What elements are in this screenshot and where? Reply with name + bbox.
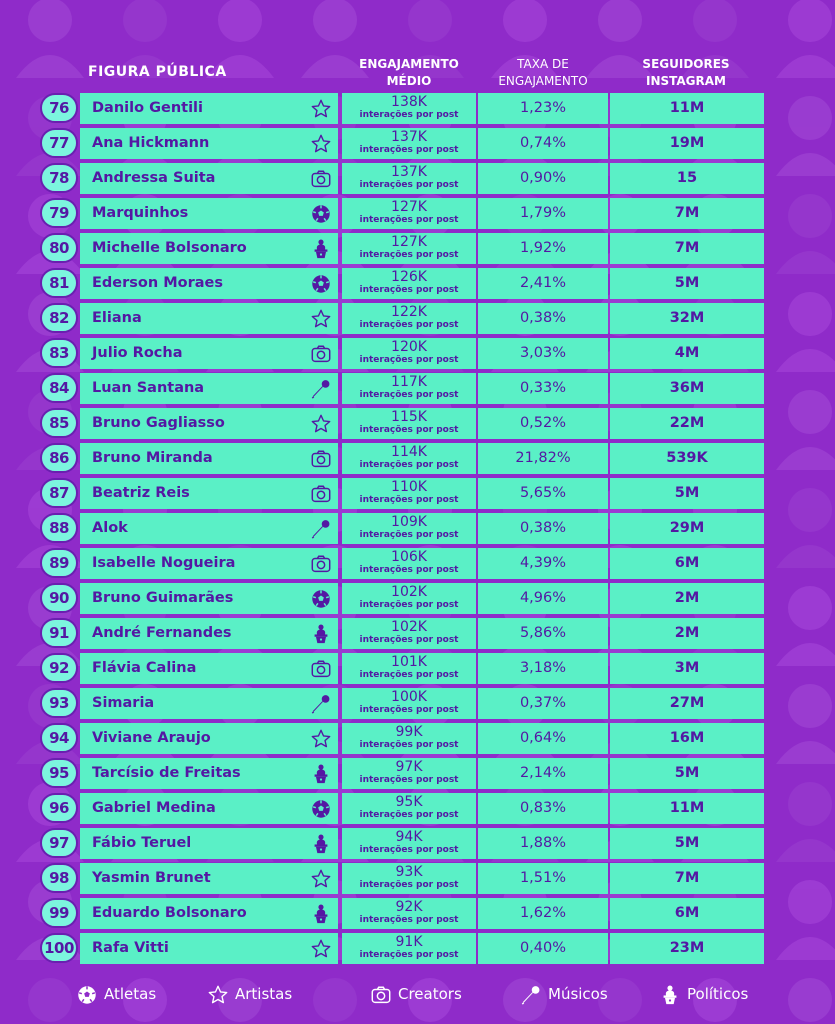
name-cell — [80, 443, 338, 474]
legend-label: Políticos — [687, 985, 749, 1003]
soccer-ball-icon — [310, 203, 332, 225]
engagement-value: 109K — [391, 514, 427, 530]
public-figure-name: Rafa Vitti — [92, 940, 169, 956]
background-avatar — [776, 96, 835, 176]
engagement-rate-cell: 1,88% — [478, 828, 608, 859]
engagement-rate-cell: 2,41% — [478, 268, 608, 299]
podium-speaker-icon — [310, 903, 332, 925]
engagement-value: 99K — [395, 724, 423, 740]
engagement-suffix: interações por post — [359, 915, 459, 925]
table-row — [40, 581, 780, 616]
engagement-cell — [342, 513, 476, 544]
rank-badge: 99 — [40, 898, 78, 928]
name-cell — [80, 618, 338, 649]
followers-cell: 27M — [610, 688, 764, 719]
engagement-suffix: interações por post — [359, 180, 459, 190]
engagement-value: 97K — [395, 759, 423, 775]
star-icon — [310, 308, 332, 330]
rank-badge: 79 — [40, 198, 78, 228]
public-figure-name: Isabelle Nogueira — [92, 555, 236, 571]
background-avatar — [776, 684, 835, 764]
name-cell — [80, 478, 338, 509]
engagement-cell — [342, 863, 476, 894]
public-figure-name: André Fernandes — [92, 625, 232, 641]
microphone-icon — [310, 518, 332, 540]
header-seguidores-instagram — [608, 56, 764, 90]
engagement-suffix: interações por post — [359, 390, 459, 400]
engagement-cell — [342, 828, 476, 859]
engagement-suffix: interações por post — [359, 320, 459, 330]
engagement-rate-cell: 4,96% — [478, 583, 608, 614]
rank-badge: 76 — [40, 93, 78, 123]
legend-label: Músicos — [548, 985, 608, 1003]
header-engajamento-medio — [340, 56, 478, 90]
table-row — [40, 476, 780, 511]
table-row — [40, 651, 780, 686]
public-figure-name: Flávia Calina — [92, 660, 197, 676]
engagement-cell — [342, 338, 476, 369]
engagement-rate-cell: 4,39% — [478, 548, 608, 579]
engagement-suffix: interações por post — [359, 705, 459, 715]
background-avatar — [776, 782, 835, 862]
rank-badge: 88 — [40, 513, 78, 543]
background-avatar — [776, 0, 835, 78]
table-row — [40, 231, 780, 266]
engagement-cell — [342, 303, 476, 334]
engagement-value: 95K — [395, 794, 423, 810]
public-figure-name: Andressa Suita — [92, 170, 216, 186]
name-cell — [80, 373, 338, 404]
engagement-rate-cell: 0,40% — [478, 933, 608, 964]
soccer-ball-icon — [310, 273, 332, 295]
rank-badge: 77 — [40, 128, 78, 158]
engagement-rate-cell: 0,74% — [478, 128, 608, 159]
followers-cell: 29M — [610, 513, 764, 544]
engagement-suffix: interações por post — [359, 530, 459, 540]
engagement-value: 102K — [391, 584, 427, 600]
soccer-ball-icon — [310, 588, 332, 610]
podium-speaker-icon — [659, 983, 681, 1005]
engagement-cell — [342, 723, 476, 754]
public-figure-name: Viviane Araujo — [92, 730, 211, 746]
podium-speaker-icon — [310, 238, 332, 260]
table-row — [40, 301, 780, 336]
engagement-rate-cell: 3,03% — [478, 338, 608, 369]
camera-icon — [310, 343, 332, 365]
name-cell — [80, 758, 338, 789]
rank-badge: 83 — [40, 338, 78, 368]
table-row — [40, 196, 780, 231]
name-cell — [80, 793, 338, 824]
camera-icon — [310, 483, 332, 505]
followers-cell: 6M — [610, 548, 764, 579]
public-figure-name: Julio Rocha — [92, 345, 183, 361]
engagement-cell — [342, 618, 476, 649]
table-row — [40, 511, 780, 546]
background-avatar — [16, 0, 84, 78]
engagement-suffix: interações por post — [359, 845, 459, 855]
table-row — [40, 441, 780, 476]
podium-speaker-icon — [310, 623, 332, 645]
engagement-value: 137K — [391, 129, 427, 145]
rank-badge: 78 — [40, 163, 78, 193]
legend-label: Atletas — [104, 985, 157, 1003]
name-cell — [80, 93, 338, 124]
name-cell — [80, 198, 338, 229]
star-icon — [310, 938, 332, 960]
followers-cell: 5M — [610, 828, 764, 859]
background-avatar — [776, 586, 835, 666]
followers-cell: 6M — [610, 898, 764, 929]
name-cell — [80, 163, 338, 194]
engagement-rate-cell: 1,92% — [478, 233, 608, 264]
star-icon — [310, 413, 332, 435]
engagement-cell — [342, 408, 476, 439]
rank-badge: 96 — [40, 793, 78, 823]
public-figure-name: Eliana — [92, 310, 142, 326]
followers-cell: 11M — [610, 793, 764, 824]
rank-badge: 89 — [40, 548, 78, 578]
followers-cell: 3M — [610, 653, 764, 684]
followers-cell: 15 — [610, 163, 764, 194]
engagement-cell — [342, 758, 476, 789]
name-cell — [80, 268, 338, 299]
engagement-cell — [342, 233, 476, 264]
name-cell — [80, 933, 338, 964]
followers-cell: 22M — [610, 408, 764, 439]
followers-cell: 32M — [610, 303, 764, 334]
public-figure-name: Marquinhos — [92, 205, 189, 221]
name-cell — [80, 128, 338, 159]
camera-icon — [310, 553, 332, 575]
engagement-cell — [342, 583, 476, 614]
engagement-value: 126K — [391, 269, 427, 285]
table-row — [40, 371, 780, 406]
rank-badge: 94 — [40, 723, 78, 753]
table-row — [40, 91, 780, 126]
engagement-value: 122K — [391, 304, 427, 320]
name-cell — [80, 863, 338, 894]
followers-cell: 2M — [610, 583, 764, 614]
ranking-table — [40, 91, 780, 966]
background-avatar — [776, 488, 835, 568]
engagement-cell — [342, 898, 476, 929]
followers-cell: 4M — [610, 338, 764, 369]
background-avatar — [776, 194, 835, 274]
engagement-value: 117K — [391, 374, 427, 390]
engagement-cell — [342, 793, 476, 824]
rank-badge: 93 — [40, 688, 78, 718]
header-taxa-engajamento — [476, 56, 610, 90]
engagement-rate-cell: 1,51% — [478, 863, 608, 894]
camera-icon — [310, 658, 332, 680]
engagement-value: 100K — [391, 689, 427, 705]
rank-badge: 92 — [40, 653, 78, 683]
star-icon — [207, 983, 229, 1005]
engagement-rate-cell: 2,14% — [478, 758, 608, 789]
followers-cell: 36M — [610, 373, 764, 404]
header-engajamento-line1: ENGAJAMENTO — [359, 57, 459, 71]
background-avatar — [776, 390, 835, 470]
header-taxa-line2: ENGAJAMENTO — [498, 74, 588, 88]
followers-cell: 5M — [610, 478, 764, 509]
engagement-suffix: interações por post — [359, 600, 459, 610]
engagement-rate-cell: 3,18% — [478, 653, 608, 684]
engagement-suffix: interações por post — [359, 250, 459, 260]
engagement-value: 91K — [395, 934, 423, 950]
engagement-rate-cell: 0,52% — [478, 408, 608, 439]
rank-badge: 80 — [40, 233, 78, 263]
star-icon — [310, 728, 332, 750]
public-figure-name: Gabriel Medina — [92, 800, 216, 816]
public-figure-name: Beatriz Reis — [92, 485, 190, 501]
followers-cell: 16M — [610, 723, 764, 754]
table-row — [40, 686, 780, 721]
star-icon — [310, 98, 332, 120]
microphone-icon — [310, 693, 332, 715]
engagement-value: 114K — [391, 444, 427, 460]
followers-cell: 2M — [610, 618, 764, 649]
engagement-value: 106K — [391, 549, 427, 565]
legend-label: Artistas — [235, 985, 293, 1003]
name-cell — [80, 338, 338, 369]
engagement-suffix: interações por post — [359, 810, 459, 820]
engagement-cell — [342, 688, 476, 719]
engagement-suffix: interações por post — [359, 145, 459, 155]
table-row — [40, 931, 780, 966]
table-row — [40, 896, 780, 931]
engagement-cell — [342, 128, 476, 159]
rank-badge: 90 — [40, 583, 78, 613]
header-taxa-line1: TAXA DE — [517, 57, 569, 71]
public-figure-name: Ederson Moraes — [92, 275, 224, 291]
table-row — [40, 826, 780, 861]
engagement-suffix: interações por post — [359, 460, 459, 470]
engagement-rate-cell: 1,79% — [478, 198, 608, 229]
table-row — [40, 546, 780, 581]
soccer-ball-icon — [76, 983, 98, 1005]
engagement-rate-cell: 0,83% — [478, 793, 608, 824]
engagement-rate-cell: 0,38% — [478, 513, 608, 544]
engagement-suffix: interações por post — [359, 215, 459, 225]
rank-badge: 82 — [40, 303, 78, 333]
followers-cell: 7M — [610, 198, 764, 229]
rank-badge: 91 — [40, 618, 78, 648]
engagement-rate-cell: 0,64% — [478, 723, 608, 754]
engagement-rate-cell: 1,23% — [478, 93, 608, 124]
followers-cell: 19M — [610, 128, 764, 159]
public-figure-name: Eduardo Bolsonaro — [92, 905, 247, 921]
public-figure-name: Ana Hickmann — [92, 135, 210, 151]
engagement-value: 127K — [391, 199, 427, 215]
table-row — [40, 336, 780, 371]
table-row — [40, 406, 780, 441]
rank-badge: 98 — [40, 863, 78, 893]
engagement-suffix: interações por post — [359, 880, 459, 890]
name-cell — [80, 548, 338, 579]
rank-badge: 87 — [40, 478, 78, 508]
engagement-value: 102K — [391, 619, 427, 635]
name-cell — [80, 583, 338, 614]
star-icon — [310, 133, 332, 155]
table-row — [40, 616, 780, 651]
camera-icon — [370, 983, 392, 1005]
category-legend — [0, 976, 835, 1014]
engagement-value: 137K — [391, 164, 427, 180]
public-figure-name: Bruno Guimarães — [92, 590, 234, 606]
public-figure-name: Luan Santana — [92, 380, 205, 396]
engagement-cell — [342, 653, 476, 684]
engagement-value: 94K — [395, 829, 423, 845]
engagement-cell — [342, 198, 476, 229]
engagement-value: 101K — [391, 654, 427, 670]
engagement-cell — [342, 478, 476, 509]
table-row — [40, 266, 780, 301]
engagement-suffix: interações por post — [359, 950, 459, 960]
name-cell — [80, 723, 338, 754]
camera-icon — [310, 448, 332, 470]
engagement-rate-cell: 5,65% — [478, 478, 608, 509]
engagement-suffix: interações por post — [359, 740, 459, 750]
microphone-icon — [310, 378, 332, 400]
engagement-cell — [342, 268, 476, 299]
podium-speaker-icon — [310, 833, 332, 855]
rank-badge: 86 — [40, 443, 78, 473]
public-figure-name: Bruno Gagliasso — [92, 415, 225, 431]
public-figure-name: Bruno Miranda — [92, 450, 213, 466]
header-seguidores-line1: SEGUIDORES — [642, 57, 730, 71]
engagement-value: 93K — [395, 864, 423, 880]
engagement-rate-cell: 0,90% — [478, 163, 608, 194]
followers-cell: 5M — [610, 268, 764, 299]
legend-label: Creators — [398, 985, 462, 1003]
background-avatar — [776, 292, 835, 372]
table-row — [40, 756, 780, 791]
microphone-icon — [520, 983, 542, 1005]
name-cell — [80, 828, 338, 859]
rank-badge: 85 — [40, 408, 78, 438]
name-cell — [80, 898, 338, 929]
rank-badge: 100 — [40, 933, 78, 963]
engagement-cell — [342, 163, 476, 194]
soccer-ball-icon — [310, 798, 332, 820]
engagement-rate-cell: 0,37% — [478, 688, 608, 719]
engagement-rate-cell: 0,33% — [478, 373, 608, 404]
engagement-value: 115K — [391, 409, 427, 425]
engagement-suffix: interações por post — [359, 355, 459, 365]
header-seguidores-line2: INSTAGRAM — [645, 74, 726, 88]
public-figure-name: Michelle Bolsonaro — [92, 240, 247, 256]
followers-cell: 5M — [610, 758, 764, 789]
engagement-cell — [342, 93, 476, 124]
engagement-rate-cell: 5,86% — [478, 618, 608, 649]
rank-badge: 97 — [40, 828, 78, 858]
name-cell — [80, 513, 338, 544]
rank-badge: 84 — [40, 373, 78, 403]
name-cell — [80, 233, 338, 264]
engagement-cell — [342, 548, 476, 579]
engagement-suffix: interações por post — [359, 670, 459, 680]
star-icon — [310, 868, 332, 890]
engagement-cell — [342, 443, 476, 474]
name-cell — [80, 303, 338, 334]
table-row — [40, 126, 780, 161]
engagement-suffix: interações por post — [359, 495, 459, 505]
rank-badge: 95 — [40, 758, 78, 788]
followers-cell: 23M — [610, 933, 764, 964]
public-figure-name: Simaria — [92, 695, 155, 711]
engagement-value: 120K — [391, 339, 427, 355]
followers-cell: 11M — [610, 93, 764, 124]
engagement-suffix: interações por post — [359, 425, 459, 435]
name-cell — [80, 408, 338, 439]
engagement-rate-cell: 21,82% — [478, 443, 608, 474]
camera-icon — [310, 168, 332, 190]
engagement-suffix: interações por post — [359, 285, 459, 295]
engagement-value: 92K — [395, 899, 423, 915]
table-row — [40, 721, 780, 756]
engagement-value: 127K — [391, 234, 427, 250]
followers-cell: 539K — [610, 443, 764, 474]
background-avatar — [776, 880, 835, 960]
engagement-suffix: interações por post — [359, 635, 459, 645]
followers-cell: 7M — [610, 233, 764, 264]
public-figure-name: Fábio Teruel — [92, 835, 192, 851]
engagement-rate-cell: 1,62% — [478, 898, 608, 929]
header-figura-publica: FIGURA PÚBLICA — [88, 64, 227, 80]
engagement-suffix: interações por post — [359, 565, 459, 575]
rank-badge: 81 — [40, 268, 78, 298]
engagement-cell — [342, 933, 476, 964]
engagement-value: 138K — [391, 94, 427, 110]
engagement-suffix: interações por post — [359, 775, 459, 785]
name-cell — [80, 688, 338, 719]
public-figure-name: Danilo Gentili — [92, 100, 203, 116]
public-figure-name: Alok — [92, 520, 128, 536]
engagement-value: 110K — [391, 479, 427, 495]
table-row — [40, 791, 780, 826]
engagement-cell — [342, 373, 476, 404]
engagement-rate-cell: 0,38% — [478, 303, 608, 334]
podium-speaker-icon — [310, 763, 332, 785]
table-row — [40, 161, 780, 196]
table-row — [40, 861, 780, 896]
followers-cell: 7M — [610, 863, 764, 894]
engagement-suffix: interações por post — [359, 110, 459, 120]
public-figure-name: Tarcísio de Freitas — [92, 765, 241, 781]
public-figure-name: Yasmin Brunet — [92, 870, 211, 886]
header-engajamento-line2: MÉDIO — [386, 74, 432, 88]
name-cell — [80, 653, 338, 684]
